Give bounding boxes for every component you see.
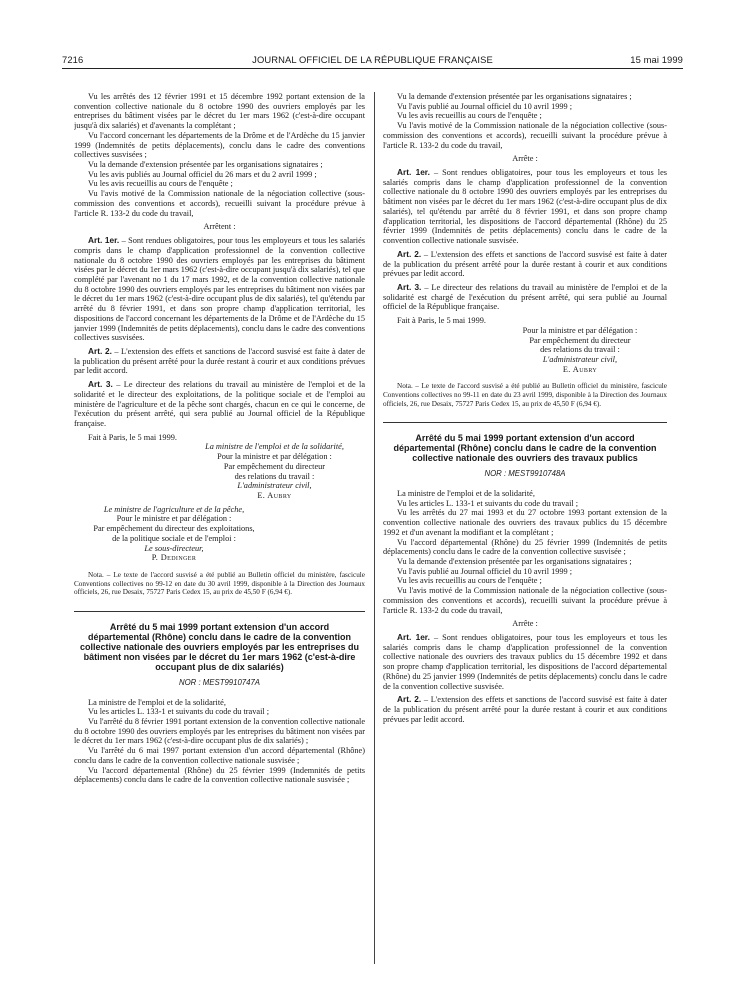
article-label: Art. 3.	[397, 281, 422, 292]
section-rule	[74, 611, 365, 612]
article-label: Art. 1er.	[397, 167, 430, 178]
article-2	[383, 250, 667, 279]
article-text: – Sont rendues obligatoires, pour tous les employeurs et tous les salariés compris dans le champ d'application professionnel de la convention collective nationale des ouvriers des travaux publics du 15 décembre 1992 et dans son propre champ d'application territorial, les dispositions de l'accord départemental (Rhône) du 25 janvier 1999 (Indemnités de petits déplacements) conclu dans le cadre de la convention collective susvisée.	[383, 632, 667, 691]
article-label: Art. 3.	[88, 379, 113, 390]
signatory-line: Par empêchement du directeur	[223, 461, 326, 471]
article-label: Art. 1er.	[397, 631, 430, 642]
signatory-name: E. Aubry	[257, 491, 292, 501]
arrete-heading: Arrête :	[512, 154, 538, 164]
nota: Nota. – Le texte de l'accord susvisé a été publié au Bulletin officiel du ministère, fascicule Conventions collectives no 99-12 en date du 30 avril 1999, disponible à la Direction des Journaux officiels, 26, rue Desaix, 75727 Paris Cedex 15, au prix de 45,50 F (6,94 €).	[74, 571, 365, 597]
signatory-line: de la politique sociale et de l'emploi :	[112, 533, 236, 543]
nota: Nota. – Le texte de l'accord susvisé a été publié au Bulletin officiel du ministère, fascicule Conventions collectives no 99-11 en date du 23 avril 1999, disponible à la Direction des Journaux officiels, 26, rue Desaix, 75727 Paris Cedex 15, au prix de 45,50 F (6,94 €).	[383, 382, 667, 408]
article-label: Art. 2.	[88, 345, 112, 356]
visa: Vu l'accord départemental (Rhône) du 25 février 1999 (Indemnités de petits déplacements) conclu dans le cadre de la convention collective nationale susvisée ;	[74, 765, 365, 785]
visa: Vu l'arrêté du 6 mai 1997 portant extension d'un accord départemental (Rhône) conclu dans le cadre de la convention collective nationale susvisée ;	[74, 746, 365, 765]
visa: Vu l'accord concernant les départements de la Drôme et de l'Ardèche du 15 janvier 1999 (Indemnités de petits déplacements), conclu dans le cadre des conventions collectives susvisées ;	[74, 130, 365, 160]
visa: Vu l'accord départemental (Rhône) du 25 février 1999 (Indemnités de petits déplacements) conclu dans le cadre de la convention collective susvisée ;	[383, 537, 667, 557]
issue-date: 15 mai 1999	[630, 54, 683, 65]
article-text: – Sont rendues obligatoires, pour tous les employeurs et tous les salariés compris dans le champ d'application professionnel de la convention collective nationale du 8 octobre 1990 des ouvriers employés par les entreprises du bâtiment non visées par le décret du 1er mars 1962 (c'est-à-dire occupant plus de dix salariés), tel qu'étendu par arrêté du 8 février 1991, et dans son propre champ d'application territorial, les dispositions de l'accord départemental (Rhône) du 25 février 1999 (Indemnités de petits déplacements) conclu dans le cadre de la convention collective nationale susvisée.	[383, 168, 667, 246]
visa: Vu la demande d'extension présentée par les organisations signataires ;	[397, 556, 632, 566]
article-3	[74, 380, 365, 429]
section-rule	[383, 422, 667, 423]
signatory-title: Le sous-directeur,	[144, 543, 204, 553]
article-label: Art. 2.	[397, 248, 422, 259]
left-column	[74, 92, 365, 968]
article-text: – L'extension des effets et sanctions de l'accord susvisé est faite à dater de la publication du présent arrêté pour la durée restant à courir et aux conditions prévues par ledit accord.	[74, 346, 365, 376]
signature-block	[493, 326, 667, 375]
signature-date: Fait à Paris, le 5 mai 1999.	[88, 432, 177, 442]
signatory-title: L'administrateur civil,	[237, 481, 312, 491]
signature-block	[74, 505, 274, 563]
article-text: – Le directeur des relations du travail au ministère de l'emploi et de la solidarité est chargé de l'exécution du présent arrêté, qui sera publié au Journal officiel de la République française.	[383, 282, 667, 312]
article-1	[74, 236, 365, 343]
article-2	[383, 695, 667, 724]
journal-title: JOURNAL OFFICIEL DE LA RÉPUBLIQUE FRANÇAISE	[252, 54, 493, 65]
column-divider	[374, 92, 375, 964]
article-text: – L'extension des effets et sanctions de l'accord susvisé est faite à dater de la publication du présent arrêté pour la durée restant à courir et aux conditions prévues par ledit accord.	[383, 695, 667, 724]
page-number: 7216	[62, 54, 84, 65]
visa: Vu les avis publiés au Journal officiel du 26 mars et du 2 avril 1999 ;	[88, 169, 317, 179]
signatory-name: E. Aubry	[562, 364, 598, 374]
visa: Vu les arrêtés du 27 mai 1993 et du 27 octobre 1993 portant extension de la convention collective nationale des ouvriers des travaux publics du 15 décembre 1992 et d'un avenant la modifiant et la complétant ;	[383, 508, 667, 537]
decree-title: Arrêté du 5 mai 1999 portant extension d'un accord départemental (Rhône) conclu dans le cadre de la convention collective nationale des ouvriers des travaux publics	[393, 433, 657, 464]
arrete-heading: Arrête :	[512, 619, 538, 629]
visa: Vu les avis recueillis au cours de l'enquête ;	[397, 576, 542, 586]
visa: Vu l'avis publié au Journal officiel du 10 avril 1999 ;	[397, 101, 573, 111]
signatory-line: Pour la ministre et par délégation :	[217, 452, 332, 462]
article-text: – L'extension des effets et sanctions de l'accord susvisé est faite à dater de la publication du présent arrêté pour la durée restant à courir et aux conditions prévues par ledit accord.	[383, 249, 667, 279]
article-text: – Sont rendues obligatoires, pour tous les employeurs et tous les salariés compris dans le champ d'application professionnel de la convention collective nationale du 8 octobre 1990 des ouvriers employés par les entreprises du bâtiment visées par le décret du 1er mars 1962 (c'est-à-dire occupant jusqu'à dix salariés), tel que complété par l'avenant no 1 du 17 mars 1992, et de la convention collective nationale du 8 octobre 1990 des ouvriers employés par les entreprises du bâtiment non visées par le décret du 1er mars 1962 (c'est-à-dire occupant plus de dix salariés), tel qu'étendu par arrêté du 8 février 1991, et dans son propre champ d'application territorial, les dispositions de l'accord concernant les départements de la Drôme et de l'Ardèche du 15 janvier 1999 (Indemnités de petits déplacements), conclu dans le cadre des conventions collectives susvisées.	[74, 236, 365, 343]
signatory-line: des relations du travail :	[234, 471, 315, 481]
signatory-line: des relations du travail :	[540, 345, 620, 355]
visa: Vu la demande d'extension présentée par les organisations signataires ;	[397, 92, 632, 101]
right-column	[383, 92, 667, 968]
signatory-line: Pour la ministre et par délégation :	[522, 325, 638, 335]
visa: Vu les articles L. 133-1 et suivants du code du travail ;	[397, 498, 579, 508]
article-1	[383, 633, 667, 691]
arrete-heading: Arrêtent :	[203, 222, 236, 232]
article-label: Art. 1er.	[88, 235, 120, 246]
visa: Vu l'avis motivé de la Commission nationale de la négociation collective (sous-commission des conventions et accords), recueilli suivant la procédure prévue à l'article R. 133-2 du code du travail,	[383, 586, 667, 615]
decree-title: Arrêté du 5 mai 1999 portant extension d'un accord départemental (Rhône) conclu dans le cadre de la convention collective nationale des ouvriers employés par les entreprises du bâtiment non visées par le décret du 1er mars 1962 (c'est-à-dire occupant plus de dix salariés)	[79, 621, 360, 672]
visa: Vu les avis recueillis au cours de l'enquête ;	[88, 179, 233, 189]
signatory-line: Par empêchement du directeur des exploitations,	[93, 524, 255, 534]
signatory-title: L'administrateur civil,	[542, 354, 618, 364]
visa: Vu les articles L. 133-1 et suivants du code du travail ;	[88, 707, 270, 717]
visa: Vu les avis recueillis au cours de l'enquête ;	[397, 111, 542, 121]
article-1	[383, 168, 667, 246]
visa: Vu les arrêtés des 12 février 1991 et 15 décembre 1992 portant extension de la convention collective nationale du 8 octobre 1990 des ouvriers employés par les entreprises du bâtiment visées par le décret du 1er mars 1962 (c'est-à-dire occupant jusqu'à dix salariés) et d'avenants la complétant ;	[74, 92, 365, 131]
signatory-line: Pour le ministre et par délégation :	[116, 514, 232, 524]
nor-reference: NOR : MEST9910747A	[178, 677, 261, 687]
article-text: – Le directeur des relations du travail au ministère de l'emploi et de la solidarité et le directeur des exploitations, de la politique sociale et de l'emploi au ministère de l'agriculture et de la pêche sont chargés, chacun en ce qui le concerne, de l'exécution du présent arrêté, qui sera publié au Journal officiel de la République française.	[74, 380, 365, 428]
visa: La ministre de l'emploi et de la solidarité,	[397, 488, 535, 498]
nor-reference: NOR : MEST9910748A	[484, 469, 566, 479]
signatory-minister: La ministre de l'emploi et de la solidarité,	[205, 442, 344, 452]
visa: Vu la demande d'extension présentée par les organisations signataires ;	[88, 160, 323, 170]
visa: Vu l'avis motivé de la Commission nationale de la négociation collective (sous-commission des conventions et accords), recueilli suivant la procédure prévue à l'article R. 133-2 du code du travail,	[383, 121, 667, 150]
signature-block	[184, 442, 365, 500]
header-rule	[62, 68, 683, 69]
article-label: Art. 2.	[397, 694, 422, 705]
signatory-line: Par empêchement du directeur	[529, 335, 631, 345]
visa: La ministre de l'emploi et de la solidarité,	[88, 697, 226, 707]
visa: Vu l'arrêté du 8 février 1991 portant extension de la convention collective nationale du 8 octobre 1990 des ouvriers employés par les entreprises du bâtiment non visées par le décret du 1er mars 1962 (c'est-à-dire occupant plus de dix salariés) ;	[74, 717, 365, 746]
article-3	[383, 283, 667, 312]
signature-date: Fait à Paris, le 5 mai 1999.	[397, 316, 486, 326]
visa: Vu l'avis motivé de la Commission nationale de la négociation collective (sous-commission des conventions et accords), recueilli suivant la procédure prévue à l'article R. 133-2 du code du travail,	[74, 189, 365, 218]
article-2	[74, 347, 365, 376]
signatory-name: P. Dedinger	[151, 553, 197, 563]
running-header	[62, 54, 683, 68]
visa: Vu l'avis publié au Journal officiel du 10 avril 1999 ;	[397, 566, 573, 576]
signatory-minister: Le ministre de l'agriculture et de la pêche,	[103, 504, 245, 514]
